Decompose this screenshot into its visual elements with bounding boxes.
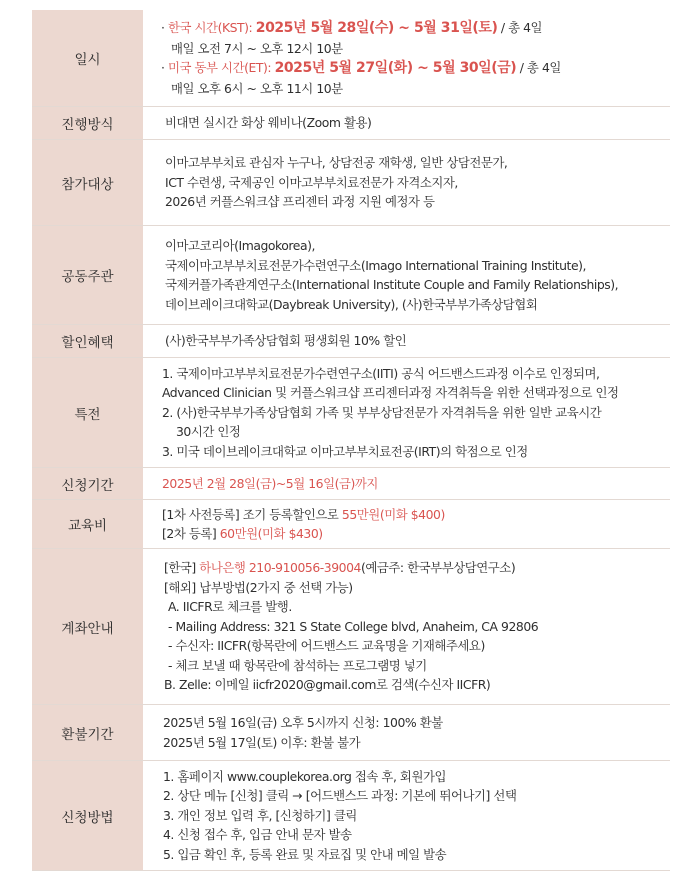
host-line: 데이브레이크대학교(Daybreak University), (사)한국부부가족상담협회 [165, 296, 538, 312]
benefit-line: Advanced Clinician 및 커플스워크샵 프리젠터과정 자격취득을 위한 선택과정으로 인정 [162, 385, 619, 401]
row-howto [32, 761, 670, 871]
row-method [32, 107, 670, 140]
et-prefix: 미국 동부 시간(ET): [168, 60, 272, 75]
kst-dates: 2025년 5월 28일(수) ~ 5월 31일(토) [255, 20, 498, 36]
info-table [32, 10, 670, 871]
target-line: 이마고부부치료 관심자 누구나, 상담전공 재학생, 일반 상담전문가, [165, 155, 508, 171]
et-dates: 2025년 5월 27일(화) ~ 5월 30일(금) [274, 60, 517, 76]
schedule-content [143, 10, 670, 106]
fee-2-price: 60만원(미화 $430) [219, 526, 323, 541]
account-line: - 체크 보낼 때 항목란에 참석하는 프로그램명 넣기 [168, 657, 427, 673]
fee-line-2 [162, 524, 670, 544]
benefit-line: 3. 미국 데이브레이크대학교 이마고부부치료전공(IRT)의 학점으로 인정 [162, 443, 528, 459]
target-content [143, 140, 670, 225]
label-howto: 신청방법 [32, 761, 143, 870]
label-method: 진행방식 [32, 107, 143, 139]
apply-period-content [143, 468, 670, 499]
target-line: ICT 수련생, 국제공인 이마고부부치료전문가 자격소지자, [165, 174, 458, 190]
benefit-line: 1. 국제이마고부부치료전문가수련연구소(IITI) 공식 어드밴스드과정 이수로 인정되며, [162, 365, 600, 381]
fee-2-prefix: [2차 등록] [162, 526, 220, 541]
et-time: 매일 오후 6시 ~ 오후 11시 10분 [171, 80, 343, 96]
label-target: 참가대상 [32, 140, 143, 225]
discount-text: (사)한국부부가족상담협회 평생회원 10% 할인 [165, 333, 407, 349]
discount-content [143, 325, 670, 357]
refund-line: 2025년 5월 17일(토) 이후: 환불 불가 [163, 734, 361, 750]
howto-step: 4. 신청 접수 후, 입금 안내 문자 발송 [163, 827, 352, 843]
et-line [161, 58, 670, 79]
apply-period-text: 2025년 2월 28일(금)~5월 16일(금)까지 [162, 475, 378, 491]
account-line: B. Zelle: 이메일 iicfr2020@gmail.com로 검색(수신자 IICFR) [164, 677, 491, 693]
label-account: 계좌안내 [32, 549, 143, 704]
howto-step: 1. 홈페이지 www.couplekorea.org 접속 후, 회원가입 [163, 768, 447, 784]
label-schedule: 일시 [32, 10, 143, 106]
benefit-line: 30시간 인정 [176, 424, 241, 440]
label-discount: 할인혜택 [32, 325, 143, 357]
row-fee [32, 500, 670, 549]
fee-1-price: 55만원(미화 $400) [341, 506, 445, 522]
kst-line [161, 18, 670, 39]
bullet: · [161, 60, 165, 75]
fee-1-prefix: [1차 사전등록] 조기 등록할인으로 [162, 506, 342, 522]
howto-step: 3. 개인 정보 입력 후, [신청하기] 클릭 [163, 807, 357, 823]
howto-step: 5. 입금 확인 후, 등록 완료 및 자료집 및 안내 메일 발송 [163, 846, 447, 862]
refund-content [143, 705, 670, 760]
row-account [32, 549, 670, 705]
korea-prefix: [한국] [164, 560, 200, 576]
label-fee: 교육비 [32, 500, 143, 548]
fee-content [143, 500, 670, 548]
row-refund [32, 705, 670, 761]
host-line: 국제이마고부부치료전문가수련연구소(Imago International Training Institute), [165, 257, 586, 273]
et-total: / 총 4일 [519, 60, 561, 75]
account-line: [해외] 납부방법(2가지 중 선택 가능) [164, 579, 353, 595]
label-benefits: 특전 [32, 358, 143, 467]
korea-bank: 하나은행 210-910056-39004 [199, 560, 361, 576]
method-content [143, 107, 670, 139]
kst-prefix: 한국 시간(KST): [168, 20, 253, 35]
kst-total: / 총 4일 [500, 20, 543, 35]
method-text: 비대면 실시간 화상 웨비나(Zoom 활용) [165, 115, 372, 131]
korea-suffix: (예금주: 한국부부상담연구소) [360, 560, 516, 576]
refund-line: 2025년 5월 16일(금) 오후 5시까지 신청: 100% 환불 [163, 715, 443, 730]
kst-time: 매일 오전 7시 ~ 오후 12시 10분 [171, 40, 343, 56]
row-schedule [32, 10, 670, 107]
account-line: - 수신자: IICFR(항목란에 어드밴스드 교육명을 기재해주세요) [168, 638, 485, 654]
benefit-line: 2. (사)한국부부가족상담협회 가족 및 부부상담전문가 자격취득을 위한 일반 교육시간 [162, 404, 602, 420]
account-content [143, 549, 670, 704]
label-refund: 환불기간 [32, 705, 143, 760]
row-benefits [32, 358, 670, 468]
label-host: 공동주관 [32, 226, 143, 324]
row-discount [32, 325, 670, 358]
howto-step: 2. 상단 메뉴 [신청] 클릭 → [어드밴스드 과정: 기본에 뛰어나기] 선택 [163, 788, 517, 804]
fee-line-1 [162, 505, 670, 525]
account-korea-line [164, 558, 670, 578]
host-content [143, 226, 670, 324]
label-apply-period: 신청기간 [32, 468, 143, 499]
row-apply-period [32, 468, 670, 500]
row-host [32, 226, 670, 325]
host-line: 이마고코리아(Imagokorea), [165, 238, 315, 253]
account-line: - Mailing Address: 321 S State College blvd, Anaheim, CA 92806 [168, 618, 539, 634]
target-line: 2026년 커플스워크샵 프리젠터 과정 지원 예정자 등 [165, 194, 435, 210]
account-line: A. IICFR로 체크를 발행. [168, 599, 292, 615]
host-line: 국제커플가족관계연구소(International Institute Couple and Family Relationships), [165, 277, 619, 292]
row-target [32, 140, 670, 226]
bullet: · [161, 20, 165, 35]
howto-content [143, 761, 670, 870]
benefits-content [143, 358, 670, 467]
